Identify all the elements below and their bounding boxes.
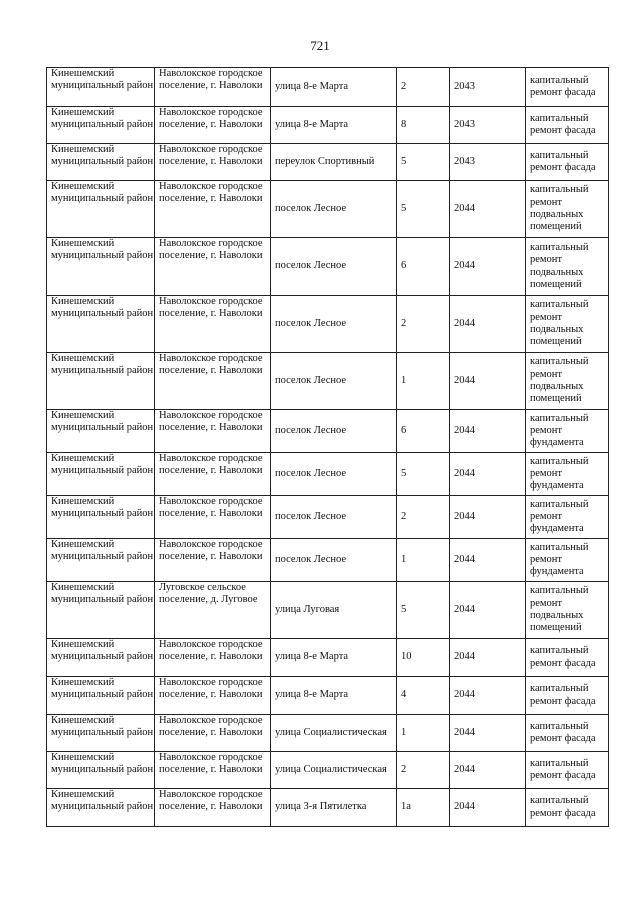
cell-work-type: капитальный ремонт фасада (526, 639, 609, 677)
cell-year: 2044 (450, 496, 526, 539)
table-row (47, 715, 609, 752)
cell-year: 2044 (450, 639, 526, 677)
cell-address: поселок Лесное (271, 181, 397, 238)
cell-house-number: 2 (397, 296, 450, 353)
cell-house-number: 4 (397, 677, 450, 715)
cell-year: 2044 (450, 453, 526, 496)
cell-address: улица 8-е Марта (271, 107, 397, 144)
table-row (47, 539, 609, 582)
cell-district: Кинешемский муниципальный район (47, 453, 155, 496)
cell-settlement: Наволокское городское поселение, г. Наволоки (155, 639, 271, 677)
table-row (47, 410, 609, 453)
cell-address: улица Социалистическая (271, 752, 397, 789)
cell-year: 2044 (450, 582, 526, 639)
cell-settlement: Наволокское городское поселение, г. Наволоки (155, 789, 271, 827)
table-row (47, 296, 609, 353)
cell-settlement: Наволокское городское поселение, г. Наволоки (155, 539, 271, 582)
cell-house-number: 1 (397, 353, 450, 410)
cell-settlement: Наволокское городское поселение, г. Наволоки (155, 752, 271, 789)
cell-address: поселок Лесное (271, 453, 397, 496)
cell-district: Кинешемский муниципальный район (47, 639, 155, 677)
cell-district: Кинешемский муниципальный район (47, 107, 155, 144)
cell-settlement: Наволокское городское поселение, г. Наволоки (155, 107, 271, 144)
table-row (47, 789, 609, 827)
cell-work-type: капитальный ремонт фасада (526, 107, 609, 144)
cell-work-type: капитальный ремонт подвальных помещений (526, 353, 609, 410)
table-row (47, 677, 609, 715)
repair-schedule-table (46, 67, 609, 827)
cell-settlement: Наволокское городское поселение, г. Наволоки (155, 410, 271, 453)
cell-address: улица 8-е Марта (271, 639, 397, 677)
cell-district: Кинешемский муниципальный район (47, 181, 155, 238)
cell-work-type: капитальный ремонт подвальных помещений (526, 296, 609, 353)
cell-district: Кинешемский муниципальный район (47, 353, 155, 410)
cell-address: поселок Лесное (271, 496, 397, 539)
cell-district: Кинешемский муниципальный район (47, 238, 155, 296)
table-row (47, 238, 609, 296)
table-row (47, 353, 609, 410)
cell-house-number: 6 (397, 410, 450, 453)
cell-district: Кинешемский муниципальный район (47, 68, 155, 107)
cell-district: Кинешемский муниципальный район (47, 715, 155, 752)
table-row (47, 181, 609, 238)
cell-work-type: капитальный ремонт фасада (526, 789, 609, 827)
cell-year: 2044 (450, 181, 526, 238)
cell-address: улица 3-я Пятилетка (271, 789, 397, 827)
cell-house-number: 5 (397, 181, 450, 238)
cell-settlement: Наволокское городское поселение, г. Наволоки (155, 296, 271, 353)
cell-district: Кинешемский муниципальный район (47, 144, 155, 181)
cell-year: 2043 (450, 107, 526, 144)
cell-settlement: Наволокское городское поселение, г. Наволоки (155, 68, 271, 107)
cell-settlement: Наволокское городское поселение, г. Наволоки (155, 715, 271, 752)
cell-year: 2044 (450, 238, 526, 296)
cell-address: поселок Лесное (271, 410, 397, 453)
cell-year: 2043 (450, 144, 526, 181)
cell-district: Кинешемский муниципальный район (47, 677, 155, 715)
cell-work-type: капитальный ремонт фундамента (526, 453, 609, 496)
cell-work-type: капитальный ремонт фасада (526, 752, 609, 789)
table-row (47, 68, 609, 107)
page-number: 721 (310, 38, 330, 53)
cell-house-number: 8 (397, 107, 450, 144)
cell-house-number: 5 (397, 453, 450, 496)
cell-year: 2044 (450, 715, 526, 752)
cell-house-number: 2 (397, 496, 450, 539)
cell-house-number: 2 (397, 68, 450, 107)
cell-work-type: капитальный ремонт фундамента (526, 496, 609, 539)
cell-settlement: Наволокское городское поселение, г. Наволоки (155, 453, 271, 496)
table-row (47, 453, 609, 496)
cell-work-type: капитальный ремонт фундамента (526, 410, 609, 453)
cell-address: улица 8-е Марта (271, 677, 397, 715)
table-row (47, 144, 609, 181)
cell-settlement: Наволокское городское поселение, г. Наволоки (155, 353, 271, 410)
cell-house-number: 6 (397, 238, 450, 296)
cell-address: улица Социалистическая (271, 715, 397, 752)
cell-address: поселок Лесное (271, 296, 397, 353)
cell-work-type: капитальный ремонт фундамента (526, 539, 609, 582)
cell-settlement: Наволокское городское поселение, г. Наволоки (155, 496, 271, 539)
cell-district: Кинешемский муниципальный район (47, 496, 155, 539)
cell-year: 2044 (450, 539, 526, 582)
cell-district: Кинешемский муниципальный район (47, 296, 155, 353)
cell-settlement: Наволокское городское поселение, г. Наволоки (155, 677, 271, 715)
cell-house-number: 1а (397, 789, 450, 827)
cell-work-type: капитальный ремонт фасада (526, 715, 609, 752)
cell-work-type: капитальный ремонт подвальных помещений (526, 238, 609, 296)
cell-work-type: капитальный ремонт фасада (526, 144, 609, 181)
cell-year: 2044 (450, 677, 526, 715)
cell-house-number: 10 (397, 639, 450, 677)
cell-address: улица Луговая (271, 582, 397, 639)
cell-address: поселок Лесное (271, 539, 397, 582)
cell-work-type: капитальный ремонт фасада (526, 68, 609, 107)
cell-work-type: капитальный ремонт фасада (526, 677, 609, 715)
cell-year: 2043 (450, 68, 526, 107)
cell-district: Кинешемский муниципальный район (47, 789, 155, 827)
cell-address: поселок Лесное (271, 238, 397, 296)
cell-year: 2044 (450, 353, 526, 410)
table-row (47, 582, 609, 639)
cell-work-type: капитальный ремонт подвальных помещений (526, 181, 609, 238)
cell-settlement: Наволокское городское поселение, г. Наволоки (155, 238, 271, 296)
cell-settlement: Наволокское городское поселение, г. Наволоки (155, 181, 271, 238)
table-row (47, 107, 609, 144)
cell-work-type: капитальный ремонт подвальных помещений (526, 582, 609, 639)
cell-district: Кинешемский муниципальный район (47, 539, 155, 582)
table-row (47, 639, 609, 677)
table-row (47, 752, 609, 789)
cell-year: 2044 (450, 410, 526, 453)
cell-house-number: 5 (397, 582, 450, 639)
cell-district: Кинешемский муниципальный район (47, 752, 155, 789)
cell-settlement: Наволокское городское поселение, г. Наволоки (155, 144, 271, 181)
table-body (47, 68, 609, 827)
cell-address: поселок Лесное (271, 353, 397, 410)
cell-address: улица 8-е Марта (271, 68, 397, 107)
cell-house-number: 2 (397, 752, 450, 789)
cell-district: Кинешемский муниципальный район (47, 410, 155, 453)
cell-year: 2044 (450, 789, 526, 827)
table-row (47, 496, 609, 539)
cell-address: переулок Спортивный (271, 144, 397, 181)
cell-settlement: Луговское сельское поселение, д. Луговое (155, 582, 271, 639)
cell-year: 2044 (450, 752, 526, 789)
cell-house-number: 5 (397, 144, 450, 181)
cell-house-number: 1 (397, 715, 450, 752)
cell-district: Кинешемский муниципальный район (47, 582, 155, 639)
cell-house-number: 1 (397, 539, 450, 582)
cell-year: 2044 (450, 296, 526, 353)
